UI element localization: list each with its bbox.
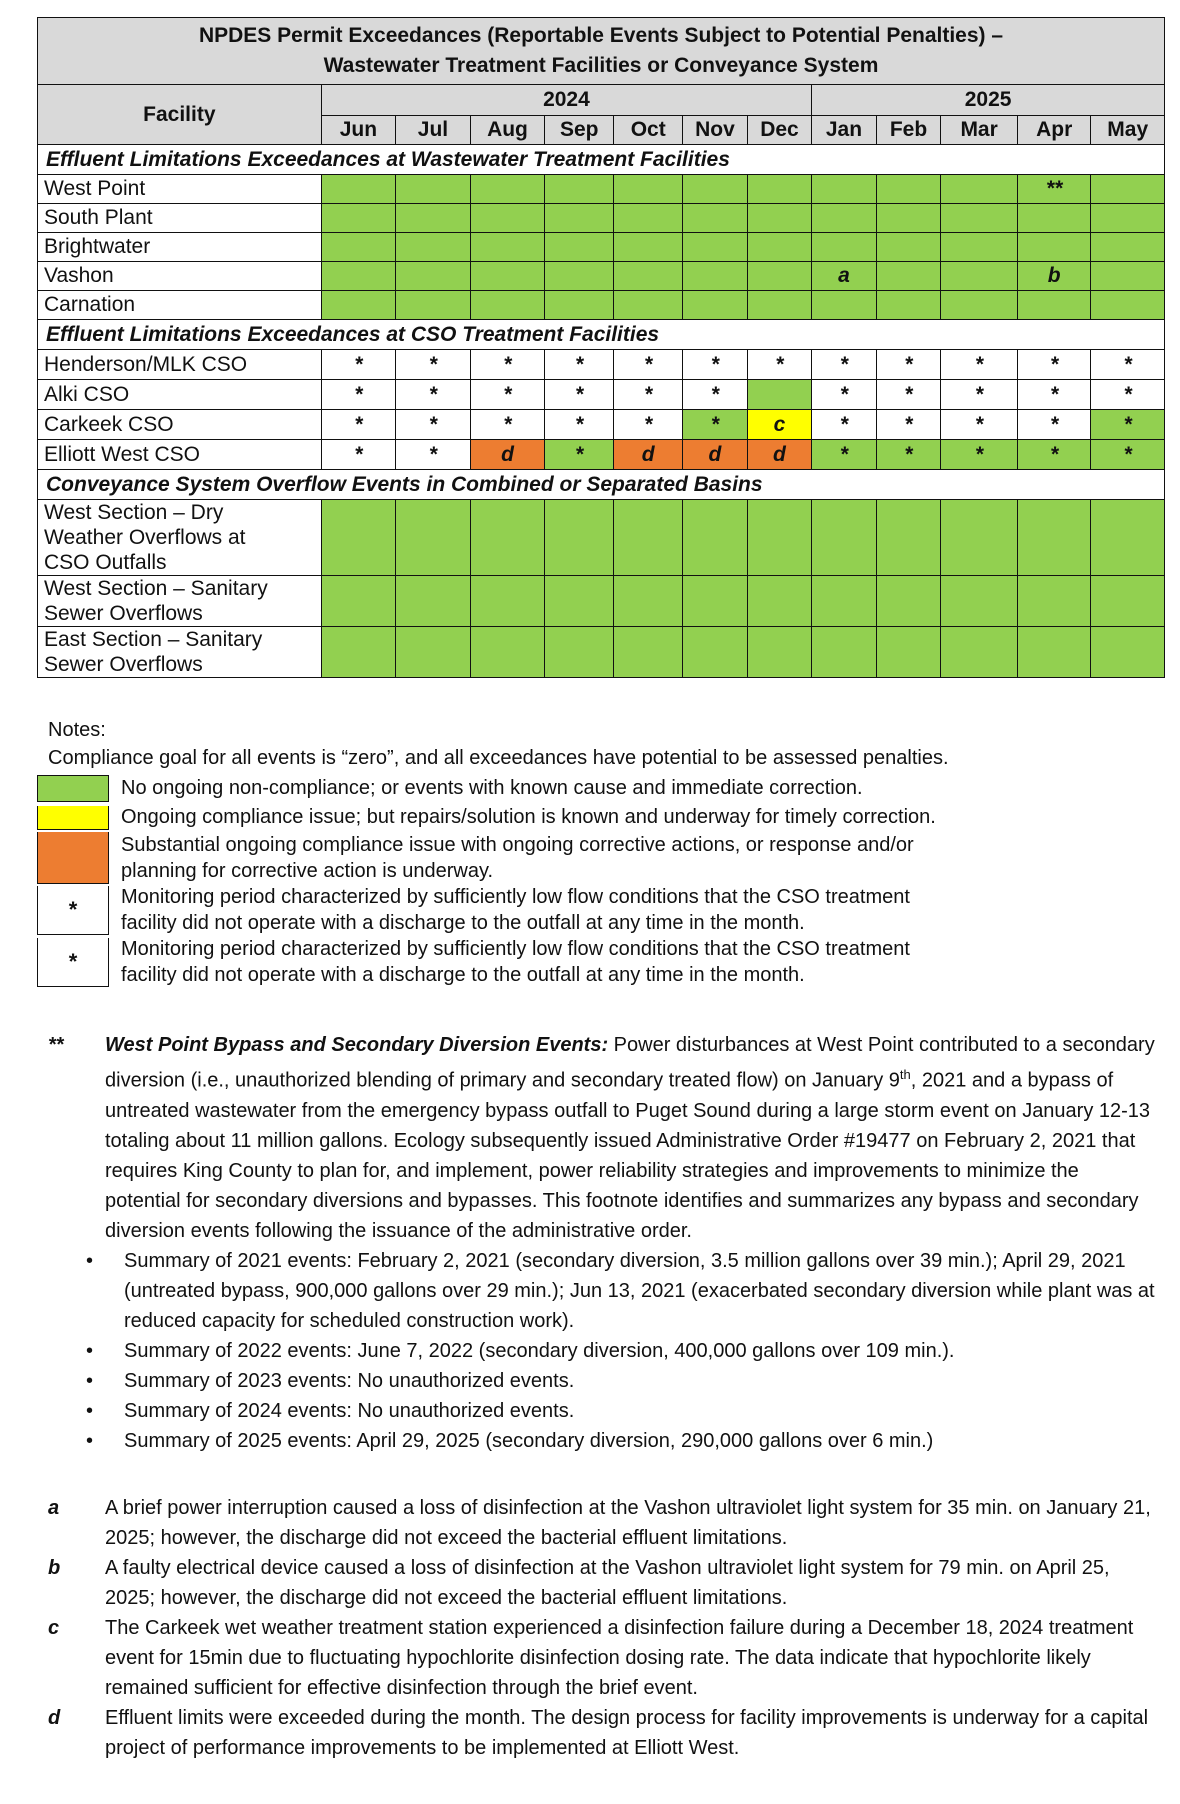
status-cell-sep [545, 500, 614, 576]
legend-item [37, 803, 1165, 832]
status-cell-oct [614, 233, 683, 262]
footnote-heading: West Point Bypass and Secondary Diversion Events: [105, 1034, 609, 1056]
status-cell-jun [321, 262, 396, 291]
table-row-henderson [38, 350, 1165, 380]
bullet-2023: • Summary of 2023 events: No unauthorized events. [86, 1366, 1158, 1396]
status-cell-feb [876, 500, 941, 576]
status-cell-jul [396, 576, 471, 627]
status-cell-nov [683, 291, 748, 320]
status-cell-sep: * [545, 410, 614, 440]
status-cell-mar: * [941, 350, 1018, 380]
status-cell-oct [614, 175, 683, 204]
facility-label-line: West Section – Sanitary [44, 577, 268, 600]
status-cell-aug [470, 175, 545, 204]
facility-label-line: Sewer Overflows [44, 602, 203, 625]
status-cell-may [1091, 233, 1165, 262]
status-cell-nov [683, 576, 748, 627]
status-cell-nov [683, 627, 748, 678]
legend-description [121, 884, 910, 936]
status-cell-feb: * [876, 350, 941, 380]
status-cell-apr [1018, 500, 1091, 576]
status-cell-apr [1018, 627, 1091, 678]
facility-label-line: East Section – Sanitary [44, 628, 263, 651]
legend-description-line: Monitoring period characterized by sufficiently low flow conditions that the CSO treatment [121, 938, 910, 960]
status-cell-oct: * [614, 350, 683, 380]
legend-description-line: facility did not operate with a discharge to the outfall at any time in the month. [121, 912, 805, 934]
facility-header: Facility [38, 85, 322, 145]
month-header-may: May [1091, 116, 1165, 145]
status-cell-mar [941, 627, 1018, 678]
section-header-conveyance: Conveyance System Overflow Events in Combined or Separated Basins [38, 470, 1165, 500]
status-cell-nov [683, 233, 748, 262]
status-cell-jun [321, 500, 396, 576]
facility-label: Vashon [38, 262, 322, 291]
month-header-apr: Apr [1018, 116, 1091, 145]
footnote-superscript: th [899, 1067, 911, 1082]
status-cell-jan [812, 576, 877, 627]
year-2024-header: 2024 [321, 85, 812, 116]
status-cell-jul [396, 204, 471, 233]
status-cell-aug [470, 233, 545, 262]
facility-label: Elliott West CSO [38, 440, 322, 470]
status-cell-sep: * [545, 380, 614, 410]
status-cell-jul [396, 262, 471, 291]
legend-description-line: Ongoing compliance issue; but repairs/solution is known and underway for timely correction. [121, 806, 936, 828]
legend-swatch: * [37, 938, 109, 987]
status-cell-mar [941, 291, 1018, 320]
legend-description-line: No ongoing non-compliance; or events with known cause and immediate correction. [121, 777, 863, 799]
footnote-c-text: The Carkeek wet weather treatment station experienced a disinfection failure during a December 18, 2024 treatment event for 15min due to fluctuating hypochlorite disinfection dosing rate. The data indicate that hypochlorite likely remained sufficient for effective disinfection through the brief event. [105, 1617, 1134, 1699]
table-row-carkeek [38, 410, 1165, 440]
section-header-wwtf: Effluent Limitations Exceedances at Wastewater Treatment Facilities [38, 145, 1165, 175]
status-cell-mar [941, 500, 1018, 576]
status-cell-sep [545, 175, 614, 204]
status-cell-sep [545, 291, 614, 320]
status-cell-dec: * [747, 350, 812, 380]
status-cell-sep [545, 627, 614, 678]
status-cell-jul [396, 233, 471, 262]
status-cell-may [1091, 204, 1165, 233]
table-row-east-sso [38, 627, 1165, 678]
status-cell-dec [747, 576, 812, 627]
status-cell-feb: * [876, 380, 941, 410]
status-cell-feb [876, 233, 941, 262]
footnote-d-mark: d [48, 1707, 61, 1729]
legend-swatch: * [37, 886, 109, 935]
status-cell-feb [876, 291, 941, 320]
status-cell-may: * [1091, 440, 1165, 470]
status-cell-may [1091, 262, 1165, 291]
year-2025-header: 2025 [812, 85, 1165, 116]
status-cell-nov [683, 175, 748, 204]
status-cell-jan [812, 291, 877, 320]
table-title [38, 18, 1165, 85]
status-cell-aug [470, 500, 545, 576]
month-header-sep: Sep [545, 116, 614, 145]
table-row-west-point [38, 175, 1165, 204]
status-cell-aug: * [470, 350, 545, 380]
status-cell-apr: * [1018, 380, 1091, 410]
status-cell-jul: * [396, 410, 471, 440]
footnote-a-mark: a [48, 1497, 60, 1519]
bullet-2025: • Summary of 2025 events: April 29, 2025 (secondary diversion, 290,000 gallons over 6 min.) [86, 1426, 1158, 1456]
status-cell-sep [545, 576, 614, 627]
status-cell-oct [614, 204, 683, 233]
status-cell-aug [470, 204, 545, 233]
status-cell-aug [470, 627, 545, 678]
status-cell-aug: * [470, 380, 545, 410]
legend-item [37, 936, 1165, 988]
status-cell-mar [941, 262, 1018, 291]
month-header-jul: Jul [396, 116, 471, 145]
month-header-jun: Jun [321, 116, 396, 145]
bullet-2024: • Summary of 2024 events: No unauthorized events. [86, 1396, 1158, 1426]
month-header-oct: Oct [614, 116, 683, 145]
legend-description-line: Substantial ongoing compliance issue with ongoing corrective actions, or response and/or [121, 834, 914, 856]
table-row-elliott-west [38, 440, 1165, 470]
facility-label-line: Weather Overflows at [44, 526, 246, 549]
status-cell-apr: b [1018, 262, 1091, 291]
status-cell-may: * [1091, 350, 1165, 380]
status-cell-nov: d [683, 440, 748, 470]
status-cell-aug [470, 262, 545, 291]
legend-description-line: planning for corrective action is underway. [121, 860, 494, 882]
status-cell-jul: * [396, 440, 471, 470]
facility-label: Carkeek CSO [38, 410, 322, 440]
legend-swatch [37, 806, 109, 830]
status-cell-jan: * [812, 410, 877, 440]
status-cell-jun [321, 627, 396, 678]
table-row-alki [38, 380, 1165, 410]
status-cell-apr [1018, 233, 1091, 262]
status-cell-apr [1018, 204, 1091, 233]
status-cell-feb [876, 262, 941, 291]
facility-label-line: Sewer Overflows [44, 653, 203, 676]
facility-label: Carnation [38, 291, 322, 320]
status-cell-oct: * [614, 410, 683, 440]
month-header-dec: Dec [747, 116, 812, 145]
footnote-b [48, 1553, 1158, 1613]
status-cell-jan: * [812, 440, 877, 470]
table-title-line-1: NPDES Permit Exceedances (Reportable Events Subject to Potential Penalties) – [198, 24, 1004, 47]
status-cell-dec [747, 233, 812, 262]
status-cell-apr: * [1018, 350, 1091, 380]
status-cell-nov [683, 262, 748, 291]
status-cell-sep [545, 233, 614, 262]
month-header-aug: Aug [470, 116, 545, 145]
facility-label: Henderson/MLK CSO [38, 350, 322, 380]
status-cell-dec [747, 627, 812, 678]
status-cell-sep: * [545, 440, 614, 470]
facility-label: Brightwater [38, 233, 322, 262]
status-cell-jan [812, 204, 877, 233]
status-cell-oct: d [614, 440, 683, 470]
status-cell-apr: * [1018, 440, 1091, 470]
status-cell-dec: d [747, 440, 812, 470]
status-cell-sep [545, 204, 614, 233]
status-cell-jul: * [396, 380, 471, 410]
status-cell-nov: * [683, 350, 748, 380]
table-row-south-plant [38, 204, 1165, 233]
footnote-a-text: A brief power interruption caused a loss of disinfection at the Vashon ultraviolet light system for 35 min. on January 21, 2025; however, the discharge did not exceed the bacterial effluent limitations. [105, 1497, 1151, 1549]
legend-description-line: facility did not operate with a discharge to the outfall at any time in the month. [121, 964, 805, 986]
status-cell-jul [396, 291, 471, 320]
status-cell-nov [683, 500, 748, 576]
status-cell-jun [321, 576, 396, 627]
legend-item [37, 832, 1165, 884]
status-cell-nov: * [683, 410, 748, 440]
status-cell-aug [470, 291, 545, 320]
status-cell-feb: * [876, 440, 941, 470]
month-header-mar: Mar [941, 116, 1018, 145]
status-cell-oct [614, 627, 683, 678]
legend-description [121, 832, 914, 884]
legend-description [121, 774, 863, 803]
status-cell-feb [876, 204, 941, 233]
month-header-jan: Jan [812, 116, 877, 145]
footnote-d [48, 1703, 1158, 1763]
status-cell-apr [1018, 576, 1091, 627]
status-cell-mar: * [941, 440, 1018, 470]
status-cell-oct [614, 291, 683, 320]
status-cell-dec [747, 262, 812, 291]
facility-label-line: CSO Outfalls [44, 551, 167, 574]
status-cell-feb [876, 175, 941, 204]
status-cell-jan [812, 500, 877, 576]
status-cell-mar [941, 175, 1018, 204]
status-cell-jan: * [812, 350, 877, 380]
legend-description-line: Monitoring period characterized by sufficiently low flow conditions that the CSO treatment [121, 886, 910, 908]
status-cell-jan [812, 233, 877, 262]
status-cell-may: * [1091, 410, 1165, 440]
status-cell-mar: * [941, 410, 1018, 440]
bullet-2022: • Summary of 2022 events: June 7, 2022 (secondary diversion, 400,000 gallons over 109 min.). [86, 1336, 1158, 1366]
status-cell-jun: * [321, 410, 396, 440]
facility-label [38, 500, 322, 576]
footnote-mark: ** [48, 1034, 64, 1056]
status-cell-apr: * [1018, 410, 1091, 440]
status-cell-oct [614, 262, 683, 291]
legend-swatch [37, 775, 109, 802]
status-cell-dec [747, 380, 812, 410]
table-row-brightwater [38, 233, 1165, 262]
status-cell-nov: * [683, 380, 748, 410]
status-cell-dec [747, 291, 812, 320]
legend-item [37, 774, 1165, 803]
facility-label [38, 627, 322, 678]
status-cell-aug [470, 576, 545, 627]
status-cell-sep: * [545, 350, 614, 380]
section-header-cso: Effluent Limitations Exceedances at CSO Treatment Facilities [38, 320, 1165, 350]
notes-label: Notes: [48, 719, 106, 741]
facility-label: West Point [38, 175, 322, 204]
legend-description [121, 936, 910, 988]
status-cell-apr: ** [1018, 175, 1091, 204]
status-cell-may [1091, 291, 1165, 320]
status-cell-may [1091, 500, 1165, 576]
status-cell-aug: d [470, 440, 545, 470]
status-cell-may: * [1091, 380, 1165, 410]
month-header-feb: Feb [876, 116, 941, 145]
status-cell-oct [614, 500, 683, 576]
facility-label: South Plant [38, 204, 322, 233]
footnote-b-text: A faulty electrical device caused a loss of disinfection at the Vashon ultraviolet light system for 79 min. on April 25, 2025; however, the discharge did not exceed the bacterial effluent limitations. [105, 1557, 1110, 1609]
status-cell-jan: * [812, 380, 877, 410]
summary-bullet-list [0, 1246, 1158, 1456]
status-cell-jun [321, 175, 396, 204]
status-cell-nov [683, 204, 748, 233]
status-cell-may [1091, 576, 1165, 627]
status-cell-jun [321, 291, 396, 320]
status-cell-feb: * [876, 410, 941, 440]
footnote-a [48, 1493, 1158, 1553]
status-cell-jun [321, 233, 396, 262]
footnote-text-continued: , 2021 and a bypass of untreated wastewater from the emergency bypass outfall to Puget Sound during a large storm event on January 12-13 totaling about 11 million gallons. Ecology subsequently issued Administrative Order #19477 on February 2, 2021 that requires King County to plan for, and implement, power reliability strategies and improvements to minimize the potential for secondary diversions and bypasses. This footnote identifies and summarizes any bypass and secondary diversion events following the issuance of the administrative order. [105, 1069, 1151, 1242]
status-cell-feb [876, 576, 941, 627]
status-cell-feb [876, 627, 941, 678]
status-cell-oct [614, 576, 683, 627]
facility-label-line: West Section – Dry [44, 501, 224, 524]
footnote-west-point [48, 1030, 1158, 1456]
status-cell-oct: * [614, 380, 683, 410]
status-cell-dec [747, 175, 812, 204]
footnote-c [48, 1613, 1158, 1703]
exceedance-table [37, 17, 1165, 678]
legend-swatch [37, 832, 109, 884]
footnote-d-text: Effluent limits were exceeded during the month. The design process for facility improvements is underway for a capital project of performance improvements to be implemented at Elliott West. [105, 1707, 1149, 1759]
status-cell-jul [396, 627, 471, 678]
status-cell-jan: a [812, 262, 877, 291]
table-title-line-2: Wastewater Treatment Facilities or Conveyance System [323, 54, 879, 77]
status-cell-mar [941, 233, 1018, 262]
status-cell-mar [941, 576, 1018, 627]
bullet-2021: • Summary of 2021 events: February 2, 2021 (secondary diversion, 3.5 million gallons over 39 min.); April 29, 2021 (untreated bypass, 900,000 gallons over 29 min.); Jun 13, 2021 (exacerbated secondary diversion while plant was at reduced capacity for scheduled construction work). [86, 1246, 1158, 1336]
status-cell-dec [747, 500, 812, 576]
footnote-c-mark: c [48, 1617, 60, 1639]
table-row-west-sso [38, 576, 1165, 627]
status-cell-jul [396, 175, 471, 204]
table-row-carnation [38, 291, 1165, 320]
footnote-b-mark: b [48, 1557, 61, 1579]
facility-label: Alki CSO [38, 380, 322, 410]
status-cell-jul [396, 500, 471, 576]
status-cell-may [1091, 175, 1165, 204]
legend [37, 774, 1165, 988]
status-cell-dec [747, 204, 812, 233]
status-cell-aug: * [470, 410, 545, 440]
footnote-text: Power disturbances at West Point contributed to a secondary diversion (i.e., unauthorized blending of primary and secondary treated flow) on January 9 [105, 1034, 1155, 1092]
status-cell-jul: * [396, 350, 471, 380]
status-cell-jan [812, 627, 877, 678]
table-row-west-dry-weather [38, 500, 1165, 576]
status-cell-jun: * [321, 440, 396, 470]
status-cell-mar: * [941, 380, 1018, 410]
status-cell-may [1091, 627, 1165, 678]
table-row-vashon [38, 262, 1165, 291]
status-cell-dec: c [747, 410, 812, 440]
month-header-nov: Nov [683, 116, 748, 145]
status-cell-jun: * [321, 380, 396, 410]
status-cell-apr [1018, 291, 1091, 320]
status-cell-jun [321, 204, 396, 233]
legend-description [121, 803, 936, 832]
status-cell-sep [545, 262, 614, 291]
facility-label [38, 576, 322, 627]
status-cell-jun: * [321, 350, 396, 380]
status-cell-mar [941, 204, 1018, 233]
status-cell-jan [812, 175, 877, 204]
compliance-goal-note: Compliance goal for all events is “zero”, and all exceedances have potential to be assessed penalties. [48, 747, 949, 769]
legend-item [37, 884, 1165, 936]
